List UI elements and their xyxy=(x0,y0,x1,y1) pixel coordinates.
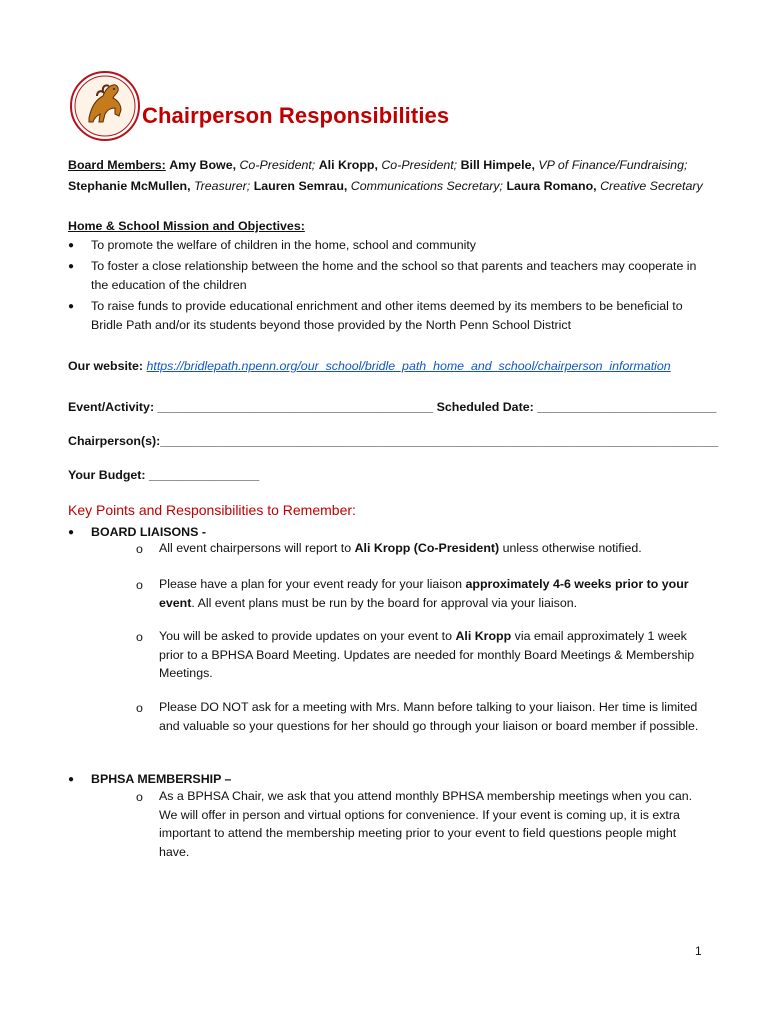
liaison-item-1: All event chairpersons will report to Ali Kropp (Co-President) unless otherwise notified. xyxy=(159,541,642,555)
page-title: Chairperson Responsibilities xyxy=(142,103,450,128)
chair-label: Chairperson(s): xyxy=(68,434,161,448)
website-label: Our website: xyxy=(68,359,144,373)
mission-heading: Home & School Mission and Objectives: xyxy=(68,219,305,233)
liaison-item-4: Please DO NOT ask for a meeting with Mrs. Mann before talking to your liaison. Her time is limited and valuable so your questions for her should go through your liaison or board member if possible. xyxy=(159,700,699,733)
board-members-label: Board Members: xyxy=(68,158,166,172)
membership-label: BPHSA MEMBERSHIP – xyxy=(91,772,232,786)
website-link[interactable]: https://bridlepath.npenn.org/our_school/bridle_path_home_and_school/chairperson_information xyxy=(146,359,671,373)
circle-bullet-icon: o xyxy=(136,701,143,715)
website-line xyxy=(68,358,671,374)
event-field-line xyxy=(68,399,716,415)
key-points-heading: Key Points and Responsibilities to Remember: xyxy=(68,502,356,518)
liaisons-label: BOARD LIAISONS - xyxy=(91,525,206,539)
mission-item: To foster a close relationship between the home and the school so that parents and teachers may cooperate in the education of the children xyxy=(91,259,697,292)
event-label: Event/Activity: xyxy=(68,400,155,414)
membership-item: As a BPHSA Chair, we ask that you attend monthly BPHSA membership meetings when you can. We will offer in person and virtual options for convenience. If your event is coming up, it is extra important to attend the membership meeting prior to your event to field questions people might have. xyxy=(159,789,693,859)
budget-blank[interactable]: ________________ xyxy=(149,468,260,482)
bullet-icon: ● xyxy=(68,527,75,538)
page-number: 1 xyxy=(695,944,702,958)
date-blank[interactable]: __________________________ xyxy=(537,400,717,414)
chair-field-line xyxy=(68,433,718,449)
budget-label: Your Budget: xyxy=(68,468,146,482)
circle-bullet-icon: o xyxy=(136,790,143,804)
board-members-line-1: Board Members: Amy Bowe, Co-President; Ali Kropp, Co-President; Bill Himpele, VP of Finance/Fundraising; xyxy=(68,158,688,172)
circle-bullet-icon: o xyxy=(136,578,143,592)
bullet-icon: ● xyxy=(68,774,75,785)
event-blank[interactable]: ________________________________________ xyxy=(157,400,434,414)
mission-item: To raise funds to provide educational enrichment and other items deemed by its members to be beneficial to Bridle Path and/or its students beyond those provided by the North Penn School District xyxy=(91,299,683,332)
board-members-line-2: Stephanie McMullen, Treasurer; Lauren Semrau, Communications Secretary; Laura Romano, Creative Secretary xyxy=(68,179,703,193)
circle-bullet-icon: o xyxy=(136,542,143,556)
circle-bullet-icon: o xyxy=(136,630,143,644)
liaison-item-2: Please have a plan for your event ready for your liaison approximately 4-6 weeks prior to your event. All event plans must be run by the board for approval via your liaison. xyxy=(159,577,689,610)
date-label: Scheduled Date: xyxy=(436,400,534,414)
budget-field-line xyxy=(68,467,259,483)
bullet-icon: ● xyxy=(68,301,75,312)
bullet-icon: ● xyxy=(68,240,75,251)
chair-blank[interactable]: _________________________________________________________________________________ xyxy=(160,434,719,448)
bullet-icon: ● xyxy=(68,261,75,272)
mission-item: To promote the welfare of children in the home, school and community xyxy=(91,238,476,252)
mustang-logo-icon xyxy=(69,70,141,142)
liaison-item-3: You will be asked to provide updates on your event to Ali Kropp via email approximately 1 week prior to a BPHSA Board Meeting. Updates are needed for monthly Board Meetings & Membership Meetings. xyxy=(159,629,695,680)
